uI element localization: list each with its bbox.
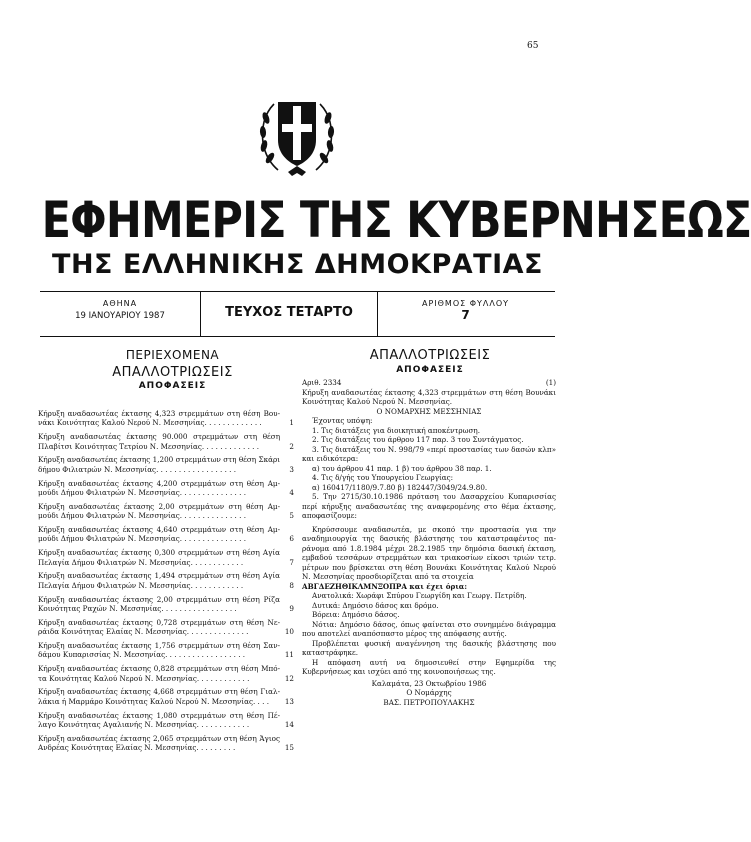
decision-body [302, 378, 556, 707]
masthead-title: ΕΦΗΜΕΡΙΣ ΤΗΣ ΚΥΒΕΡΝΗΣΕΩΣ [41, 191, 751, 249]
toc-entry-page: 4 [289, 488, 294, 498]
toc-entry-text: Κήρυξη αναδασωτέας έκτασης 0,300 στρεμμάτων στη θέση Αγία Πελαγία Δήμου Φιλιατρών Ν. Μεσσηνίας. . . . . . . . . . . . [38, 548, 280, 567]
toc-entry-text: Κήρυξη αναδασωτέας έκτασης 0,828 στρεμμάτων στη θέση Μπότα Κοινότητας Καλού Νερού Ν. Μεσσηνίας. . . . . . . . . . . . [38, 664, 280, 683]
decision-item: α) του άρθρου 41 παρ. 1 β) του άρθρου 38 παρ. 1. [312, 463, 492, 473]
contents-section: ΑΠΑΛΛΟΤΡΙΩΣΕΙΣ [112, 365, 233, 380]
toc-entry-text: Κήρυξη αναδασωτέας έκτασης 0,728 στρεμμάτων στη θέση Νεράιδα Κοινότητας Ελαίας Ν. Μεσσηνίας. . . . . . . . . . . . . . [38, 617, 280, 637]
toc-entry-text: Κήρυξη αναδασωτέας έκτασης 4,323 στρεμμάτων στη θέση Βουνάκι Κοινότητας Καλού Νερού Ν. Μεσσηνίας. . . . . . . . . . . . . [38, 409, 280, 428]
decision-item: 3. Τις διατάξεις του Ν. 998/79 «περί προστασίας των δασών κλπ» και ειδικότερα: [302, 444, 556, 463]
toc-entry-text: Κήρυξη αναδασωτέας έκτασης 4,200 στρεμμάτων στη θέση Αμμούδι Δήμου Φιλιατρών Ν. Μεσσηνίας. . . . . . . . . . . . . . . [38, 478, 280, 498]
decision-number: Αριθ. 2334 [302, 378, 342, 387]
toc-entry-text: Κήρυξη αναδασωτέας έκτασης 2,00 στρεμμάτων στη θέση Ρίζα Κοινότητας Ραχών Ν. Μεσσηνίας. . . . . . . . . . . . . . . . . [38, 594, 280, 614]
decision-border: Νότια: Δημόσιο δάσος, όπως φαίνεται στο συνημμένο διάγραμμα που αποτελεί αναπόσπαστο μέρος της απόφασης αυτής. [302, 619, 556, 638]
decision-title: Κήρυξη αναδασωτέας έκτασης 4,323 στρεμμάτων στη θέση Βουνάκι Κοινότητας Καλού Νερού Ν. Μεσσηνίας. [302, 387, 556, 406]
toc-entry[interactable] [38, 432, 294, 451]
decision-item: 1. Τις διατάξεις για διοικητική αποκέντρωση. [312, 425, 480, 435]
toc-entry-text: Κήρυξη αναδασωτέας έκτασης 2,065 στρεμμάτων στη θέση Άγιος Ανδρέας Κοινότητας Ελαίας Ν. Μεσσηνίας. . . . . . . . . [38, 733, 280, 753]
decision-item: 4. Τις δ/γής του Υπουργείου Γεωργίας: [312, 473, 454, 482]
header-issue [200, 292, 378, 336]
contents-subsection: ΑΠΟΦΑΣΕΙΣ [138, 381, 207, 391]
decision-place-date: Καλαμάτα, 23 Οκτωβρίου 1986 [371, 678, 487, 688]
decision-authority: Ο ΝΟΜΑΡΧΗΣ ΜΕΣΣΗΝΙΑΣ [376, 406, 482, 416]
toc-entry-text: Κήρυξη αναδασωτέας έκτασης 1,494 στρεμμάτων στη θέση Αγία Πελαγία Δήμου Φιλιατρών Ν. Μεσσηνίας. . . . . . . . . . . . [38, 571, 280, 590]
toc-entry[interactable] [38, 525, 294, 544]
contents-heading: ΠΕΡΙΕΧΟΜΕΝΑ [125, 348, 220, 362]
toc-entry-page: 6 [289, 534, 294, 544]
toc-entry-text: Κήρυξη αναδασωτέας έκτασης 4,640 στρεμμάτων στη θέση Αμμούδι Δήμου Φιλιατρών Ν. Μεσσηνίας. . . . . . . . . . . . . . . [38, 525, 280, 544]
decision-points: ΑΒΓΔΕΖΗΘΙΚΛΜΝΞΟΠΡΑ και έχει όρια: [302, 581, 467, 591]
decision-number-line [302, 378, 556, 388]
toc-entry[interactable] [38, 479, 294, 498]
decision-signer-title: Ο Νομάρχης [406, 688, 452, 697]
toc-entry[interactable] [38, 618, 294, 637]
toc-entry[interactable] [38, 409, 294, 428]
body-subsection: ΑΠΟΦΑΣΕΙΣ [396, 365, 464, 375]
toc-entry[interactable] [38, 734, 294, 753]
header-city: ΑΘΗΝΑ [102, 299, 138, 308]
toc-entry[interactable] [38, 548, 294, 567]
coat-of-arms-emblem [258, 88, 336, 180]
decision-signer: ΒΑΣ. ΠΕΤΡΟΠΟΥΛΑΚΗΣ [383, 697, 475, 707]
toc-entry[interactable] [38, 711, 294, 730]
toc-entry[interactable] [38, 455, 294, 474]
decision-border: Δυτικά: Δημόσιο δάσος και δρόμο. [312, 600, 439, 610]
toc-entry-page: 2 [289, 441, 294, 451]
header-issue-label: ΤΕΥΧΟΣ ΤΕΤΑΡΤΟ [225, 305, 353, 320]
decision-item: 2. Τις διατάξεις του άρθρου 117 παρ. 3 του Συντάγματος. [312, 435, 524, 444]
toc-entry-text: Κήρυξη αναδασωτέας έκτασης 4,668 στρεμμάτων στη θέση Γιαλλάκια ή Μαρμάρο Κοινότητας Καλού Νερού Ν. Μεσσηνίας. . . . [38, 687, 280, 706]
decision-note: Προβλέπεται φυσική αναγέννηση της δασικής βλάστησης που καταστράφηκε. [302, 638, 556, 657]
toc-entry[interactable] [38, 664, 294, 683]
masthead-subtitle: ΤΗΣ ΕΛΛΗΝΙΚΗΣ ΔΗΜΟΚΡΑΤΙΑΣ [52, 249, 543, 280]
toc-entry-text: Κήρυξη αναδασωτέας έκτασης 90.000 στρεμμάτων στη θέση Πλαβίτσι Κοινότητας Τετρίου Ν. Μεσσηνίας. . . . . . . . . . . . . [38, 432, 280, 451]
toc-entry-page: 7 [289, 557, 294, 567]
header-sheet-number: 7 [461, 308, 470, 322]
toc-entry-page: 1 [289, 418, 294, 428]
page-number: 65 [527, 41, 539, 51]
toc-entry-page: 9 [289, 604, 294, 614]
body-section: ΑΠΑΛΛΟΤΡΙΩΣΕΙΣ [369, 348, 491, 363]
toc-entry-page: 13 [284, 696, 294, 706]
decision-border: Βόρεια: Δημόσιο δάσος. [312, 610, 400, 619]
decision-border: Ανατολικά: Χωράφι Σπύρου Γεωργίδη και Γεωργ. Πετρίδη. [312, 591, 527, 600]
decision-decree: Κηρύσσουμε αναδασωτέα, με σκοπό την προστασία για την αναδημιουργία της δασικής βλάστησης του καταστραφέντος παράνομα από 1.8.1984 μέχρι 28.2.1985 την δημόσια δασική έκταση, εμβαδού τεσσάρων στρεμμάτων και τριακοσίων είκοσι τριών τετρ. μέτρων που βρίσκεται στη θέση Βουνάκι Κοινότητας Καλού Νερού Ν. Μεσσηνίας προσδιορίζεται από τα στοιχεία [302, 524, 556, 581]
decision-item: 5. Την 2715/30.10.1986 πρόταση του Δασαρχείου Κυπαρισσίας περί κήρυξης αναδασωτέας της αναφερομένης στο θέμα έκτασης, αποφασίζουμε: [302, 492, 556, 520]
toc-entry[interactable] [38, 595, 294, 614]
issue-header-box [40, 291, 555, 337]
toc-entry-text: Κήρυξη αναδασωτέας έκτασης 1,756 στρεμμάτων στη θέση Σανδάμου Κυπαρισσίας Ν. Μεσσηνίας. . . . . . . . . . . . . . . . . . [38, 641, 280, 660]
decision-considering: Έχοντας υπόψη: [312, 416, 373, 425]
toc-entry-text: Κήρυξη αναδασωτέας έκτασης 2,00 στρεμμάτων στη θέση Αμμούδι Δήμου Φιλιατρών Ν. Μεσσηνίας. . . . . . . . . . . . . . . [38, 501, 280, 521]
header-sheet-label: ΑΡΙΘΜΟΣ ΦΥΛΛΟΥ [421, 299, 510, 308]
toc-entry[interactable] [38, 571, 294, 590]
toc-entry-page: 12 [284, 673, 294, 683]
toc-entry-page: 8 [289, 580, 294, 590]
contents-list [38, 409, 294, 757]
header-date: 19 ΙΑΝΟΥΑΡΙΟΥ 1987 [75, 311, 165, 321]
decision-item: α) 160417/1180/9.7.80 β) 182447/3049/24.9.80. [312, 482, 488, 492]
toc-entry[interactable] [38, 502, 294, 521]
toc-entry-page: 5 [289, 511, 294, 521]
toc-entry-text: Κήρυξη αναδασωτέας έκτασης 1,080 στρεμμάτων στη θέση Πέλαγο Κοινότητας Αγαλιανής Ν. Μεσσηνίας. . . . . . . . . . . . [38, 710, 280, 730]
toc-entry-page: 15 [284, 743, 294, 753]
toc-entry-page: 3 [289, 464, 294, 474]
decision-publish: Η απόφαση αυτή να δημοσιευθεί στην Εφημερίδα της Κυβερνήσεως και ισχύει από της κοινοποιήσεως της. [302, 657, 556, 676]
header-city-date [40, 292, 200, 336]
toc-entry-text: Κήρυξη αναδασωτέας έκτασης 1,200 στρεμμάτων στη θέση Σκάρι δήμου Φιλιατρών Ν. Μεσσηνίας. . . . . . . . . . . . . . . . . . [38, 455, 280, 474]
toc-entry-page: 14 [284, 720, 294, 730]
toc-entry[interactable] [38, 687, 294, 706]
decision-index: (1) [545, 378, 556, 387]
toc-entry[interactable] [38, 641, 294, 660]
header-sheet [376, 292, 555, 336]
toc-entry-page: 11 [284, 650, 294, 660]
toc-entry-page: 10 [284, 627, 294, 637]
